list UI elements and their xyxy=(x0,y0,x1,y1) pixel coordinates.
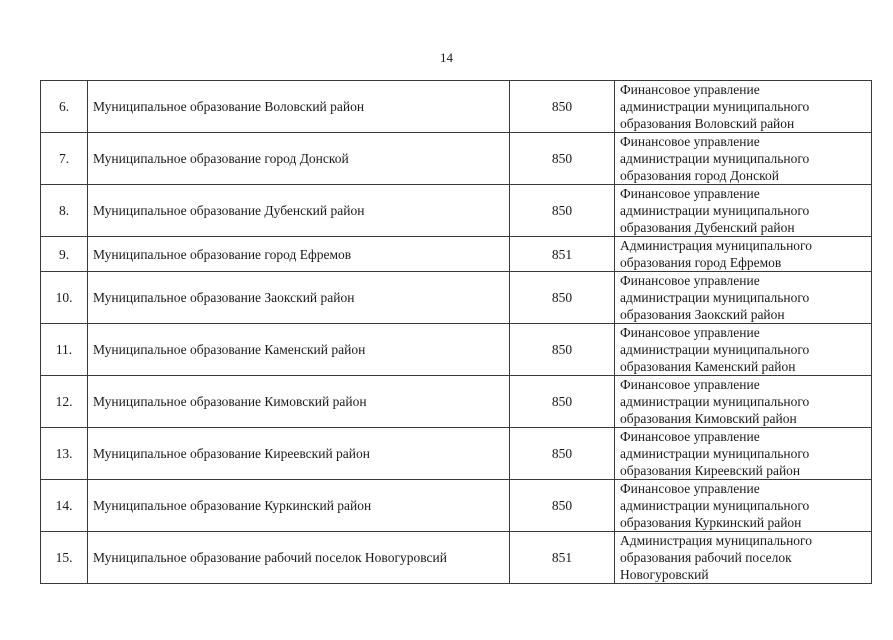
code-cell: 851 xyxy=(510,532,615,584)
organization-cell xyxy=(615,532,872,584)
municipality-name: Муниципальное образование Куркинский район xyxy=(88,480,510,532)
organization-cell xyxy=(615,324,872,376)
organization-line: Финансовое управление xyxy=(620,429,760,444)
organization-line: Финансовое управление xyxy=(620,325,760,340)
table-row xyxy=(41,133,872,185)
organization-line: администрации муниципального xyxy=(620,151,810,166)
organization-cell xyxy=(615,237,872,272)
row-number: 15. xyxy=(41,532,88,584)
table-row xyxy=(41,480,872,532)
code-cell: 850 xyxy=(510,480,615,532)
code-cell: 850 xyxy=(510,324,615,376)
table-row xyxy=(41,428,872,480)
organization-line: администрации муниципального xyxy=(620,498,810,513)
organization-line: администрации муниципального xyxy=(620,342,810,357)
row-number: 12. xyxy=(41,376,88,428)
organization-line: образования Дубенский район xyxy=(620,220,795,235)
organization-cell xyxy=(615,376,872,428)
organization-line: Финансовое управление xyxy=(620,377,760,392)
code-cell: 850 xyxy=(510,376,615,428)
organization-line: администрации муниципального xyxy=(620,99,810,114)
organization-line: Новогуровский xyxy=(620,567,709,582)
organization-cell xyxy=(615,480,872,532)
table-row xyxy=(41,324,872,376)
row-number: 9. xyxy=(41,237,88,272)
municipality-name: Муниципальное образование рабочий поселок Новогуровсий xyxy=(88,532,510,584)
row-number: 7. xyxy=(41,133,88,185)
code-cell: 850 xyxy=(510,272,615,324)
municipality-name: Муниципальное образование город Донской xyxy=(88,133,510,185)
row-number: 10. xyxy=(41,272,88,324)
municipality-name: Муниципальное образование Воловский район xyxy=(88,81,510,133)
organization-line: администрации муниципального xyxy=(620,394,810,409)
organization-line: Финансовое управление xyxy=(620,82,760,97)
organization-line: образования рабочий поселок xyxy=(620,550,792,565)
row-number: 6. xyxy=(41,81,88,133)
table-row xyxy=(41,237,872,272)
code-cell: 850 xyxy=(510,185,615,237)
row-number: 8. xyxy=(41,185,88,237)
code-cell: 850 xyxy=(510,81,615,133)
code-cell: 850 xyxy=(510,428,615,480)
organization-line: образования город Донской xyxy=(620,168,779,183)
municipality-name: Муниципальное образование Заокский район xyxy=(88,272,510,324)
page-number: 14 xyxy=(440,50,453,65)
organization-cell xyxy=(615,185,872,237)
municipality-name: Муниципальное образование Дубенский район xyxy=(88,185,510,237)
organization-line: образования Заокский район xyxy=(620,307,785,322)
table-row xyxy=(41,272,872,324)
organization-line: администрации муниципального xyxy=(620,290,810,305)
organization-line: образования Киреевский район xyxy=(620,463,801,478)
municipality-name: Муниципальное образование город Ефремов xyxy=(88,237,510,272)
table-row xyxy=(41,185,872,237)
organization-line: Финансовое управление xyxy=(620,134,760,149)
organization-cell xyxy=(615,428,872,480)
organization-line: образования Кимовский район xyxy=(620,411,797,426)
table-row xyxy=(41,532,872,584)
row-number: 14. xyxy=(41,480,88,532)
code-cell: 850 xyxy=(510,133,615,185)
table-row xyxy=(41,81,872,133)
organization-cell xyxy=(615,272,872,324)
municipality-name: Муниципальное образование Каменский район xyxy=(88,324,510,376)
organization-line: администрации муниципального xyxy=(620,446,810,461)
organization-line: Администрация муниципального xyxy=(620,533,813,548)
row-number: 11. xyxy=(41,324,88,376)
table-row xyxy=(41,376,872,428)
organization-line: образования Каменский район xyxy=(620,359,796,374)
row-number: 13. xyxy=(41,428,88,480)
code-cell: 851 xyxy=(510,237,615,272)
municipality-name: Муниципальное образование Киреевский район xyxy=(88,428,510,480)
organization-line: Финансовое управление xyxy=(620,481,760,496)
organization-line: образования город Ефремов xyxy=(620,255,782,270)
organization-line: Администрация муниципального xyxy=(620,238,813,253)
organization-line: Финансовое управление xyxy=(620,186,760,201)
organization-line: Финансовое управление xyxy=(620,273,760,288)
organization-line: администрации муниципального xyxy=(620,203,810,218)
organization-cell xyxy=(615,133,872,185)
organization-line: образования Куркинский район xyxy=(620,515,802,530)
municipality-name: Муниципальное образование Кимовский район xyxy=(88,376,510,428)
organization-cell xyxy=(615,81,872,133)
municipal-table xyxy=(40,80,872,584)
organization-line: образования Воловский район xyxy=(620,116,795,131)
